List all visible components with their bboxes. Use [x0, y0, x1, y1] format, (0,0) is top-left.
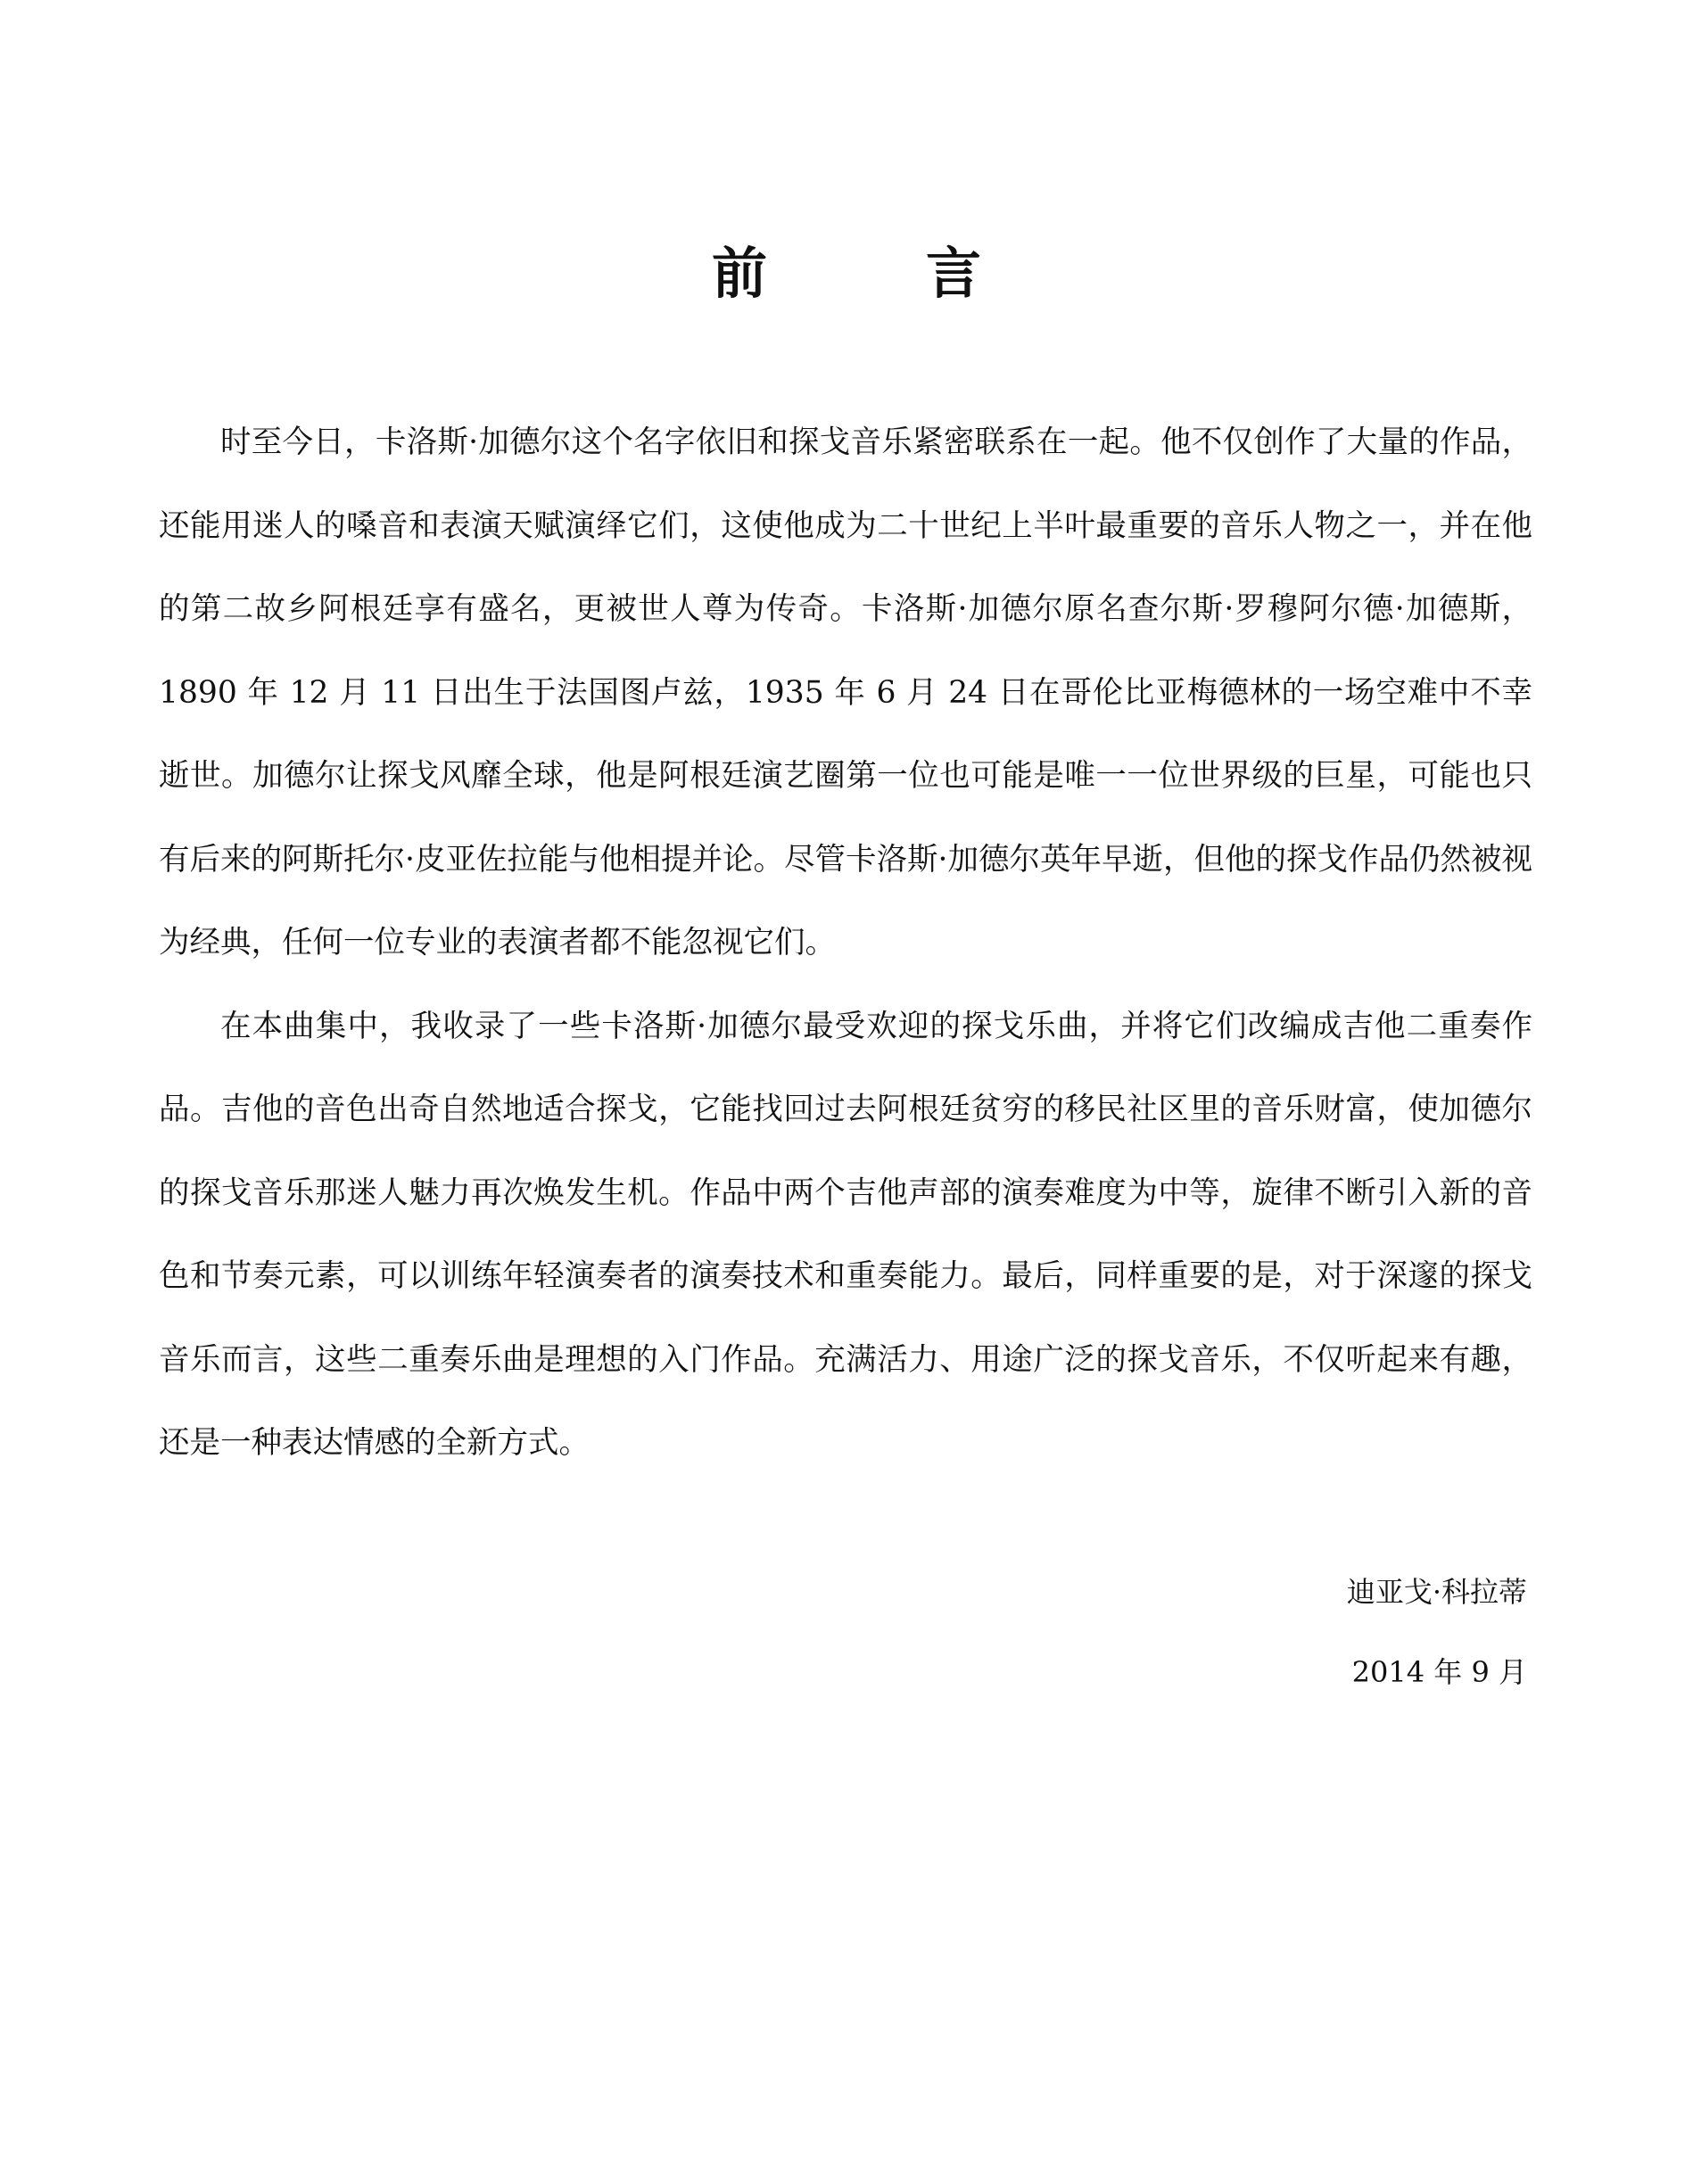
signature-block	[1347, 1552, 1527, 1712]
signature-date: 2014 年 9 月	[1351, 1655, 1527, 1689]
page-title: 前 言	[711, 241, 1033, 306]
preface-body	[159, 401, 1532, 1486]
paragraph-1: 时至今日，卡洛斯·加德尔这个名字依旧和探戈音乐紧密联系在一起。他不仅创作了大量的作品，还能用迷人的嗓音和表演天赋演绎它们，这使他成为二十世纪上半叶最重要的音乐人物之一，并在他的第二故乡阿根廷享有盛名，更被世人尊为传奇。卡洛斯·加德尔原名查尔斯·罗穆阿尔德·加德斯，1890 年 12 月 11 日出生于法国图卢兹，1935 年 6 月 24 日在哥伦比亚梅德林的一场空难中不幸逝世。加德尔让探戈风靡全球，他是阿根廷演艺圈第一位也可能是唯一一位世界级的巨星，可能也只有后来的阿斯托尔·皮亚佐拉能与他相提并论。尽管卡洛斯·加德尔英年早逝，但他的探戈作品仍然被视为经典，任何一位专业的表演者都不能忽视它们。	[159, 424, 1532, 960]
paragraph-2: 在本曲集中，我收录了一些卡洛斯·加德尔最受欢迎的探戈乐曲，并将它们改编成吉他二重奏作品。吉他的音色出奇自然地适合探戈，它能找回过去阿根廷贫穷的移民社区里的音乐财富，使加德尔的探戈音乐那迷人魅力再次焕发生机。作品中两个吉他声部的演奏难度为中等，旋律不断引入新的音色和节奏元素，可以训练年轻演奏者的演奏技术和重奏能力。最后，同样重要的是，对于深邃的探戈音乐而言，这些二重奏乐曲是理想的入门作品。充满活力、用途广泛的探戈音乐，不仅听起来有趣，还是一种表达情感的全新方式。	[159, 1008, 1532, 1461]
author-name: 迪亚戈·科拉蒂	[1346, 1575, 1527, 1609]
